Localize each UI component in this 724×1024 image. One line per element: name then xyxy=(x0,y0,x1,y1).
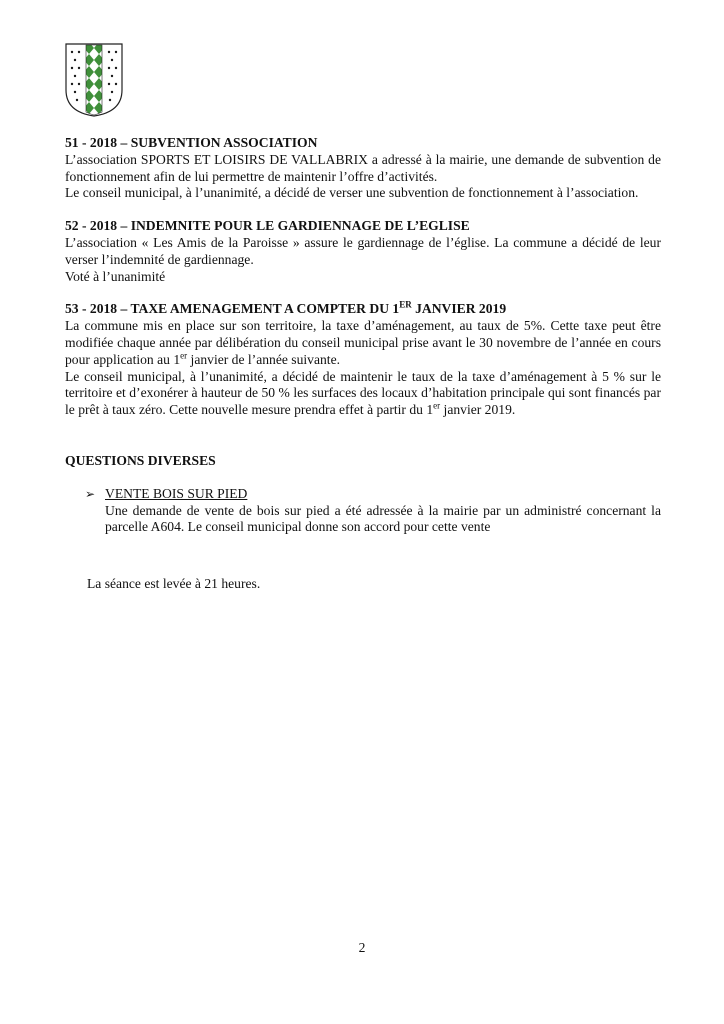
section-heading: 53 - 2018 – TAXE AMENAGEMENT A COMPTER DU 1ER JANVIER 2019 xyxy=(65,299,507,317)
question-title: VENTE BOIS SUR PIED xyxy=(105,485,248,501)
section-53 xyxy=(65,301,661,419)
section-paragraph: Le conseil municipal, à l’unanimité, a décidé de verser une subvention de fonctionnement à l’association. xyxy=(65,185,639,201)
section-paragraph: L’association « Les Amis de la Paroisse » assure le gardiennage de l’église. La commune a décidé de leur verser l’indemnité de gardiennage. xyxy=(65,234,661,267)
section-heading: 51 - 2018 – SUBVENTION ASSOCIATION xyxy=(65,135,318,150)
section-paragraph: L’association SPORTS ET LOISIRS DE VALLABRIX a adressé à la mairie, une demande de subvention de fonctionnement afin de lui permettre de maintenir l’offre d’activités. xyxy=(65,151,661,184)
questions-list xyxy=(85,486,661,536)
section-paragraph: Le conseil municipal, à l’unanimité, a décidé de maintenir le taux de la taxe d’aménagement à 5 % sur le territoire et d’exonérer à hauteur de 50 % les surfaces des locaux d’habitation principale qui sont financés par le prêt à taux zéro. Cette nouvelle mesure prendra effet à partir du 1er janvier 2019. xyxy=(65,368,661,418)
section-paragraph: Voté à l’unanimité xyxy=(65,268,166,284)
list-item xyxy=(85,486,661,536)
coat-of-arms-icon xyxy=(64,42,124,118)
section-51 xyxy=(65,135,661,202)
section-paragraph: La commune mis en place sur son territoire, la taxe d’aménagement, au taux de 5%. Cette taxe peut être modifiée chaque année par délibération du conseil municipal prise avant le 30 novembre de l’année en cours pour application au 1er janvier de l’année suivante. xyxy=(65,318,661,367)
arrow-bullet-icon: ➢ xyxy=(85,486,96,501)
page-number: 2 xyxy=(358,940,366,955)
section-52 xyxy=(65,218,661,285)
document-body xyxy=(65,135,661,593)
section-heading: 52 - 2018 – INDEMNITE POUR LE GARDIENNAGE DE L’EGLISE xyxy=(65,218,470,234)
questions-heading: QUESTIONS DIVERSES xyxy=(65,452,216,468)
closing-line: La séance est levée à 21 heures. xyxy=(87,576,261,592)
question-text: Une demande de vente de bois sur pied a été adressée à la mairie par un administré concernant la parcelle A604. Le conseil municipal donne son accord pour cette vente xyxy=(105,502,661,535)
